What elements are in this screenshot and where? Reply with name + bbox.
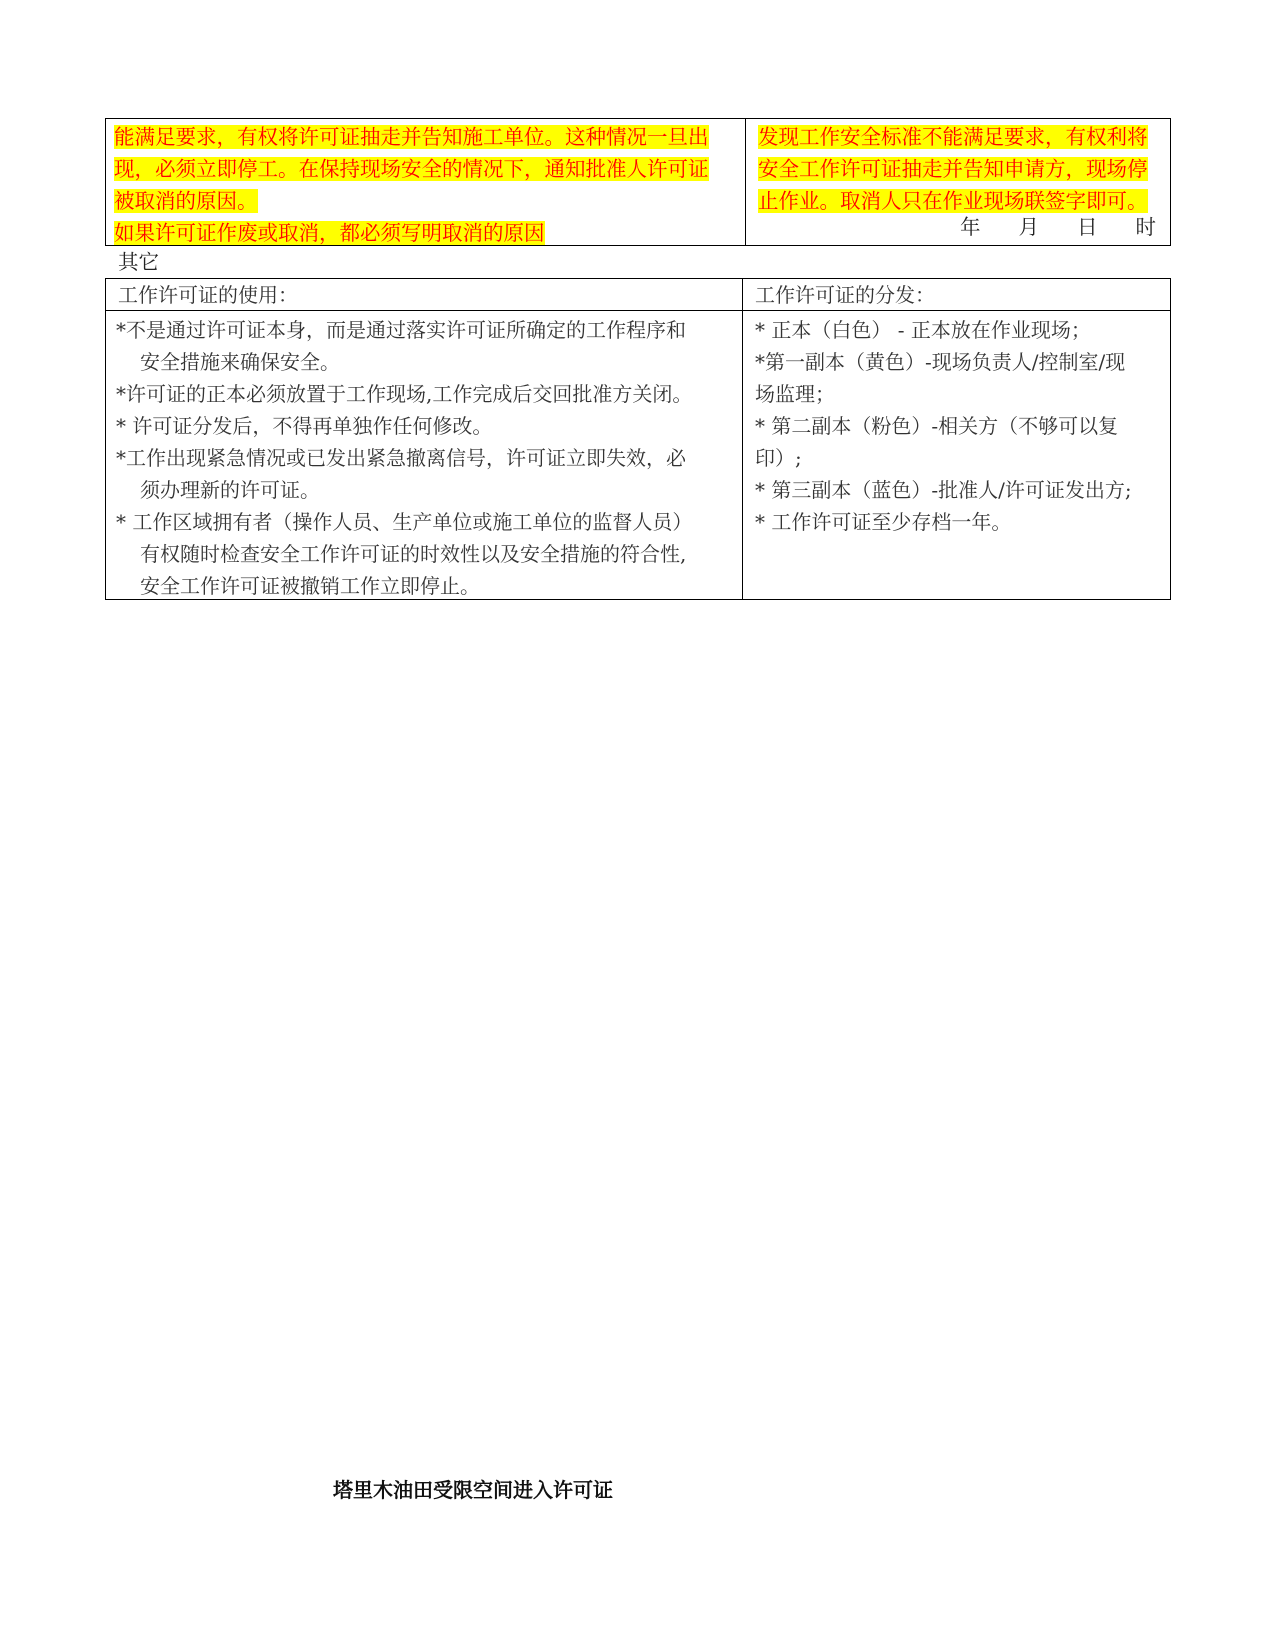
cancellation-table: [105, 118, 1171, 246]
list-item: *许可证的正本必须放置于工作现场,工作完成后交回批准方关闭。: [116, 382, 693, 406]
cancellation-left-line: 被取消的原因。: [114, 189, 258, 213]
date-month-label: 月: [1018, 215, 1039, 239]
cancellation-right-cell: [746, 119, 1170, 245]
page-title: 塔里木油田受限空间进入许可证: [333, 1478, 613, 1502]
list-item: * 许可证分发后，不得再单独作任何修改。: [116, 414, 493, 438]
list-item: * 正本（白色） - 正本放在作业现场；: [755, 318, 1091, 342]
distribution-column: [743, 279, 1170, 599]
list-item: 印）;: [755, 446, 802, 470]
list-item: * 第二副本（粉色）-相关方（不够可以复: [755, 414, 1119, 438]
list-item: *第一副本（黄色）-现场负责人/控制室/现: [755, 350, 1126, 374]
list-item: * 工作许可证至少存档一年。: [755, 510, 1012, 534]
list-item: *不是通过许可证本身，而是通过落实许可证所确定的工作程序和 安全措施来确保安全。: [116, 318, 686, 374]
list-item: * 第三副本（蓝色）-批准人/许可证发出方;: [755, 478, 1132, 502]
list-item: * 工作区域拥有者（操作人员、生产单位或施工单位的监督人员） 有权随时检查安全工作许可证的时效性以及安全措施的符合性, 安全工作许可证被撤销工作立即停止。: [116, 510, 693, 598]
cancellation-left-line: 现，必须立即停工。在保持现场安全的情况下，通知批准人许可证: [114, 157, 709, 181]
date-fields: [960, 211, 1156, 243]
list-item: 场监理；: [755, 382, 835, 406]
cancellation-right-line: 安全工作许可证抽走并告知申请方，现场停: [758, 157, 1148, 181]
cancellation-left-line: 如果许可证作废或取消，都必须写明取消的原因: [114, 221, 545, 245]
cancellation-left-cell: [106, 119, 746, 245]
other-label: 其它: [118, 250, 159, 274]
cancellation-right-line: 发现工作安全标准不能满足要求，有权利将: [758, 125, 1148, 149]
date-day-label: 日: [1077, 215, 1098, 239]
usage-list: [106, 311, 742, 602]
usage-header: 工作许可证的使用：: [106, 279, 742, 311]
cancellation-right-line: 止作业。取消人只在作业现场联签字即可。: [758, 189, 1148, 213]
usage-column: [106, 279, 743, 599]
list-item: *工作出现紧急情况或已发出紧急撤离信号，许可证立即失效，必 须办理新的许可证。: [116, 446, 686, 502]
permit-info-table: [105, 278, 1171, 600]
distribution-list: [743, 311, 1170, 538]
date-hour-label: 时: [1135, 215, 1156, 239]
distribution-header: 工作许可证的分发：: [743, 279, 1170, 311]
date-year-label: 年: [960, 215, 981, 239]
cancellation-left-line: 能满足要求，有权将许可证抽走并告知施工单位。这种情况一旦出: [114, 125, 709, 149]
